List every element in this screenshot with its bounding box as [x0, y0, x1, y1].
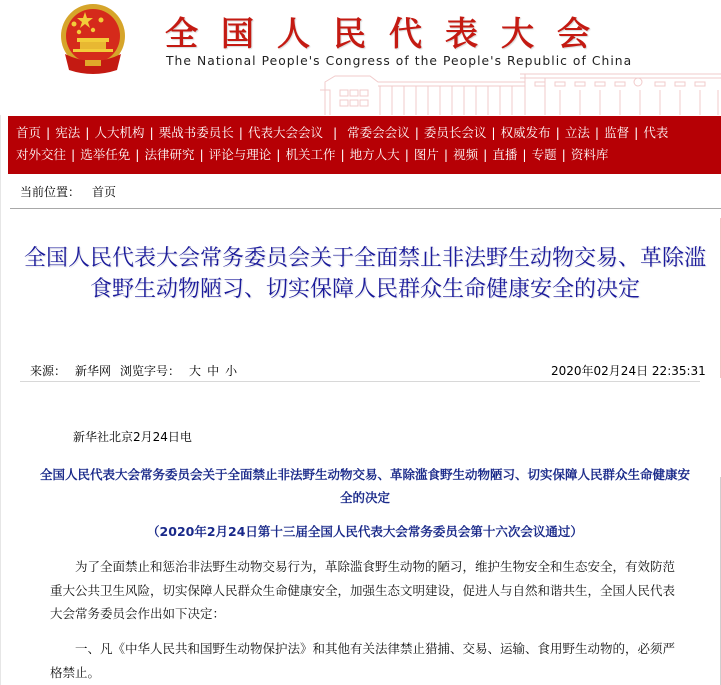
nav-separator: |: [276, 147, 281, 162]
site-header: [0, 0, 721, 115]
national-emblem-icon: [55, 2, 131, 78]
nav-item-pictures[interactable]: 图片: [413, 147, 439, 162]
publish-datetime: [551, 362, 706, 379]
nav-separator: |: [522, 147, 527, 162]
nav-item-chairmen-council[interactable]: 委员长会议: [423, 125, 487, 140]
nav-separator: |: [238, 125, 243, 140]
breadcrumb-divider: [10, 208, 721, 209]
document-subtitle: （2020年2月24日第十三届全国人民代表大会常务委员会第十六次会议通过）: [147, 524, 583, 539]
nav-item-commentary-theory[interactable]: 评论与理论: [208, 147, 272, 162]
nav-separator: |: [340, 147, 345, 162]
nav-separator: |: [71, 147, 76, 162]
nav-item-chairman[interactable]: 栗战书委员长: [158, 125, 234, 140]
nav-item-elections-appointments[interactable]: 选举任免: [80, 147, 131, 162]
nav-separator: |: [149, 125, 154, 140]
nav-separator: |: [491, 125, 496, 140]
great-hall-illustration: [300, 72, 721, 115]
article-paragraph: 一、凡《中华人民共和国野生动物保护法》和其他有关法律禁止猎捕、交易、运输、食用野生动物的，必须严格禁止。: [50, 641, 676, 680]
site-subtitle: The National People's Congress of the People's Republic of China: [166, 54, 633, 68]
nav-item-videos[interactable]: 视频: [453, 147, 479, 162]
nav-separator: |: [555, 125, 560, 140]
article-paragraph: 为了全面禁止和惩治非法野生动物交易行为，革除滥食野生动物的陋习，维护生物安全和生态安全，有效防范重大公共卫生风险，切实保障人民群众生命健康安全，加强生态文明建设，促进人与自然和谐共生，全国人民代表大会常务委员会作出如下决定：: [50, 559, 676, 621]
nav-separator: |: [332, 125, 338, 140]
nav-item-congress-sessions[interactable]: 代表大会会议: [247, 125, 323, 140]
nav-item-legislation[interactable]: 立法: [564, 125, 590, 140]
nav-separator: |: [561, 147, 566, 162]
source-label: 来源：: [30, 364, 67, 378]
nav-row-2: [16, 144, 721, 166]
nav-separator: |: [46, 125, 51, 140]
article-meta: [30, 362, 243, 379]
nav-item-constitution[interactable]: 宪法: [55, 125, 81, 140]
breadcrumb: [20, 183, 116, 200]
nav-item-local-congresses[interactable]: 地方人大: [349, 147, 400, 162]
nav-item-office-work[interactable]: 机关工作: [285, 147, 336, 162]
font-size-label: 浏览字号：: [120, 364, 181, 378]
meta-divider: [20, 381, 700, 382]
font-size-large-button[interactable]: 大: [189, 364, 202, 378]
nav-item-live[interactable]: 直播: [492, 147, 518, 162]
breadcrumb-home-link[interactable]: 首页: [92, 185, 117, 199]
nav-separator: |: [443, 147, 449, 162]
breadcrumb-label: 当前位置：: [20, 185, 81, 199]
nav-item-deputies[interactable]: 代表: [643, 125, 669, 140]
nav-separator: |: [414, 125, 419, 140]
article-title: 全国人民代表大会常务委员会关于全面禁止非法野生动物交易、革除滥食野生动物陋习、切实保障人民群众生命健康安全的决定: [23, 246, 706, 302]
nav-item-npc-organs[interactable]: 人大机构: [94, 125, 145, 140]
nav-separator: |: [85, 125, 90, 140]
nav-separator: |: [135, 147, 140, 162]
site-title[interactable]: 全国人民代表大会: [165, 14, 613, 53]
publish-date: 2020年02月24日: [551, 364, 649, 378]
nav-item-official-releases[interactable]: 权威发布: [500, 125, 551, 140]
nav-item-foreign-affairs[interactable]: 对外交往: [16, 147, 67, 162]
nav-item-standing-committee-sessions[interactable]: 常委会会议: [347, 125, 410, 140]
nav-item-legal-research[interactable]: 法律研究: [144, 147, 195, 162]
nav-separator: |: [634, 125, 639, 140]
source-value: 新华网: [75, 364, 112, 378]
nav-separator: |: [594, 125, 600, 140]
nav-separator: |: [404, 147, 409, 162]
nav-separator: |: [199, 147, 204, 162]
nav-separator: |: [483, 147, 488, 162]
font-size-medium-button[interactable]: 中: [207, 364, 220, 378]
nav-row-1: [16, 122, 721, 144]
nav-item-home[interactable]: 首页: [16, 125, 42, 140]
main-nav: [8, 116, 721, 174]
publish-time: 22:35:31: [651, 364, 706, 378]
font-size-small-button[interactable]: 小: [225, 364, 238, 378]
document-title: 全国人民代表大会常务委员会关于全面禁止非法野生动物交易、革除滥食野生动物陋习、切实保障人民群众生命健康安全的决定: [40, 467, 691, 505]
nav-item-special-topics[interactable]: 专题: [531, 147, 557, 162]
article-dateline: 新华社北京2月24日电: [73, 430, 192, 444]
nav-item-supervision[interactable]: 监督: [604, 125, 630, 140]
nav-item-database[interactable]: 资料库: [570, 147, 609, 162]
